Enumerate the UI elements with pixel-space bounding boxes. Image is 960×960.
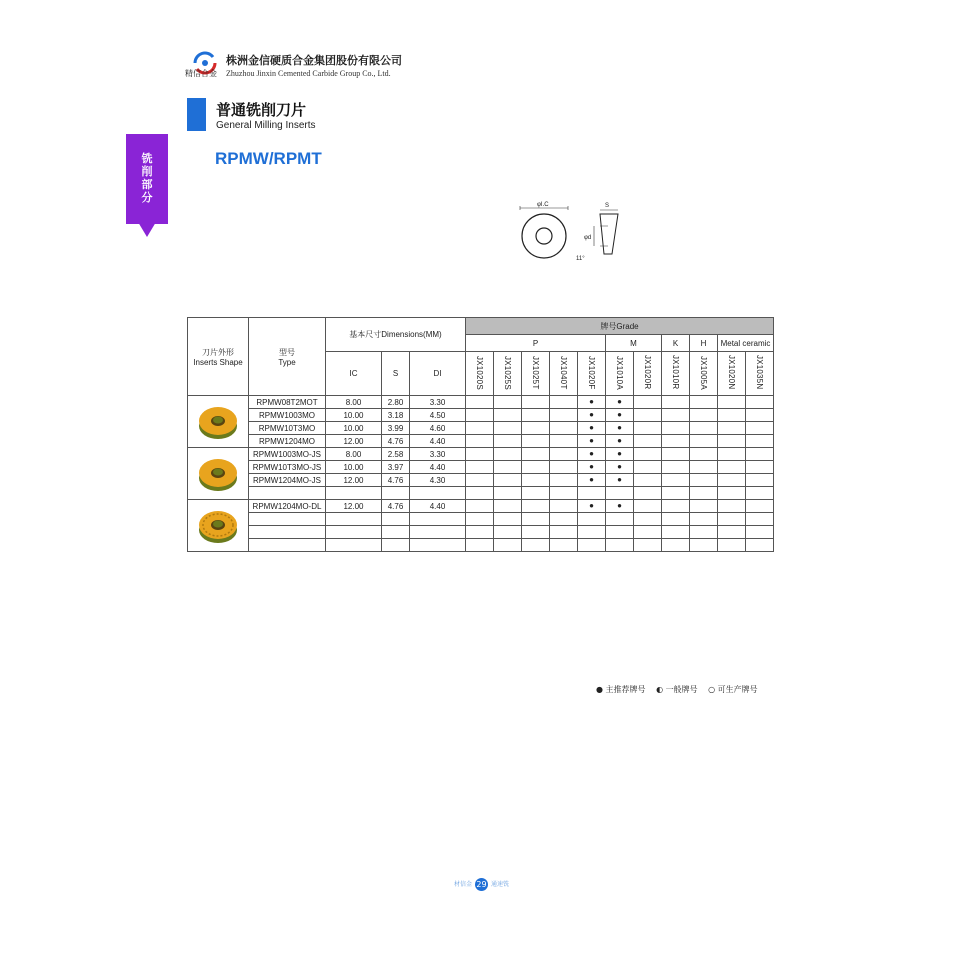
- grade-group-p: P: [466, 335, 606, 352]
- grade-table-body: [188, 396, 774, 552]
- grade-mark-cell: [634, 539, 662, 552]
- grade-mark-cell: [690, 513, 718, 526]
- grade-mark-cell: [718, 435, 746, 448]
- section-title-en: General Milling Inserts: [216, 120, 316, 131]
- grade-col-header: [690, 352, 718, 396]
- grade-col-header: [718, 352, 746, 396]
- type-cell: RPMW1204MO-JS: [249, 474, 326, 487]
- s-cell: 3.18: [382, 409, 410, 422]
- grade-mark-cell: ●: [578, 448, 606, 461]
- grade-mark-cell: [718, 539, 746, 552]
- grade-mark-cell: [550, 474, 578, 487]
- type-cell: [249, 526, 326, 539]
- grade-mark-cell: [494, 500, 522, 513]
- ic-cell: 10.00: [326, 422, 382, 435]
- grade-group-k: K: [662, 335, 690, 352]
- section-title-cn: 普通铣削刀片: [216, 101, 307, 119]
- legend-general-grade: ◐ 一般牌号: [656, 685, 698, 694]
- grade-mark-cell: [578, 513, 606, 526]
- grade-col-header: [634, 352, 662, 396]
- grade-mark-cell: [522, 422, 550, 435]
- grade-mark-cell: [494, 422, 522, 435]
- grade-mark-cell: [550, 513, 578, 526]
- di-cell: 3.30: [410, 448, 466, 461]
- grade-mark-cell: [494, 539, 522, 552]
- grade-name: JX1010A: [615, 355, 624, 390]
- grade-mark-cell: [466, 409, 494, 422]
- grade-mark-cell: ●: [578, 461, 606, 474]
- grade-mark-cell: [550, 539, 578, 552]
- grade-mark-cell: [634, 409, 662, 422]
- grade-name: JX1010R: [671, 355, 680, 390]
- grade-mark-cell: [634, 500, 662, 513]
- grade-mark-cell: [662, 461, 690, 474]
- grade-mark-cell: [634, 435, 662, 448]
- grade-name: JX1025T: [531, 355, 540, 390]
- s-cell: [382, 526, 410, 539]
- grade-mark-cell: [746, 435, 774, 448]
- dim-col-di: DI: [410, 352, 466, 396]
- grade-group-h: H: [690, 335, 718, 352]
- grade-mark-cell: [746, 448, 774, 461]
- grade-mark-cell: ●: [606, 474, 634, 487]
- grade-col-header: [522, 352, 550, 396]
- insert-photo-icon: [196, 506, 240, 546]
- grade-mark-cell: [746, 526, 774, 539]
- grade-mark-cell: [522, 487, 550, 500]
- table-row: [188, 500, 774, 513]
- grade-mark-cell: [690, 448, 718, 461]
- shape-header: [188, 318, 249, 396]
- table-row: [188, 526, 774, 539]
- ic-dimension-label: φI.C: [537, 202, 549, 208]
- grade-col-header: [466, 352, 494, 396]
- grade-mark-cell: [466, 500, 494, 513]
- grade-mark-cell: [718, 526, 746, 539]
- grade-mark-cell: [494, 435, 522, 448]
- grade-name: JX1020F: [587, 355, 596, 390]
- grade-mark-cell: [662, 500, 690, 513]
- type-header: [249, 318, 326, 396]
- grade-mark-cell: [522, 396, 550, 409]
- grade-mark-cell: ●: [606, 461, 634, 474]
- di-cell: 3.30: [410, 396, 466, 409]
- insert-photo-icon: [196, 402, 240, 442]
- grade-header: 牌号Grade: [466, 318, 774, 335]
- ic-cell: 8.00: [326, 448, 382, 461]
- grade-col-header: [578, 352, 606, 396]
- grade-mark-cell: [550, 526, 578, 539]
- s-cell: 4.76: [382, 435, 410, 448]
- grade-mark-cell: [690, 435, 718, 448]
- dimensions-header: 基本尺寸Dimensions(MM): [326, 318, 466, 352]
- grade-mark-cell: [494, 474, 522, 487]
- grade-mark-cell: [466, 513, 494, 526]
- grade-mark-cell: [746, 461, 774, 474]
- ic-cell: 12.00: [326, 500, 382, 513]
- grade-table: [187, 317, 774, 552]
- grade-mark-cell: [522, 448, 550, 461]
- grade-col-header: [606, 352, 634, 396]
- s-cell: 2.58: [382, 448, 410, 461]
- grade-mark-cell: [634, 513, 662, 526]
- grade-mark-cell: [550, 487, 578, 500]
- grade-mark-cell: [550, 409, 578, 422]
- s-cell: [382, 487, 410, 500]
- table-row: [188, 448, 774, 461]
- page-footer: [454, 878, 509, 891]
- grade-mark-cell: [634, 448, 662, 461]
- grade-mark-cell: [466, 448, 494, 461]
- shape-header-en: Inserts Shape: [193, 357, 243, 367]
- legend-available-grade: ○ 可生产牌号: [708, 685, 758, 694]
- side-tab-char: 削: [141, 165, 153, 178]
- page-number: 29: [476, 880, 487, 889]
- type-header-en: Type: [278, 357, 296, 367]
- grade-mark-cell: [718, 422, 746, 435]
- grade-mark-cell: [746, 539, 774, 552]
- angle-label: 11°: [576, 256, 585, 262]
- grade-mark-cell: [662, 526, 690, 539]
- series-title: RPMW/RPMT: [215, 149, 322, 168]
- grade-mark-cell: [494, 487, 522, 500]
- grade-mark-cell: [550, 448, 578, 461]
- side-tab-label: [126, 152, 168, 204]
- grade-name: JX1040T: [559, 355, 568, 390]
- s-cell: 3.99: [382, 422, 410, 435]
- grade-mark-cell: [522, 526, 550, 539]
- grade-mark-cell: [718, 461, 746, 474]
- type-cell: RPMW10T3MO-JS: [249, 461, 326, 474]
- grade-mark-cell: [466, 422, 494, 435]
- grade-mark-cell: [466, 474, 494, 487]
- type-cell: RPMW10T3MO: [249, 422, 326, 435]
- type-cell: RPMW1204MO: [249, 435, 326, 448]
- ic-cell: 10.00: [326, 409, 382, 422]
- s-cell: 2.80: [382, 396, 410, 409]
- grade-mark-cell: [466, 487, 494, 500]
- grade-mark-cell: [522, 435, 550, 448]
- title-accent-bar: [187, 98, 206, 131]
- s-cell: [382, 513, 410, 526]
- grade-mark-cell: [494, 513, 522, 526]
- grade-mark-cell: [690, 409, 718, 422]
- grade-mark-cell: [662, 448, 690, 461]
- table-row: [188, 487, 774, 500]
- grade-mark-cell: [494, 409, 522, 422]
- type-cell: RPMW08T2MOT: [249, 396, 326, 409]
- grade-mark-cell: [690, 500, 718, 513]
- insert-shape-cell: [188, 396, 249, 448]
- grade-mark-cell: [634, 422, 662, 435]
- grade-mark-cell: [522, 513, 550, 526]
- grade-mark-cell: ●: [578, 409, 606, 422]
- grade-mark-cell: [522, 461, 550, 474]
- grade-mark-cell: [690, 526, 718, 539]
- grade-name: JX1020S: [475, 355, 484, 390]
- ic-cell: [326, 513, 382, 526]
- ic-cell: 12.00: [326, 435, 382, 448]
- type-cell: RPMW1204MO-DL: [249, 500, 326, 513]
- dim-col-s: S: [382, 352, 410, 396]
- grade-mark-cell: [634, 396, 662, 409]
- grade-mark-cell: [550, 422, 578, 435]
- grade-name: JX1025S: [503, 355, 512, 390]
- grade-mark-cell: ●: [578, 474, 606, 487]
- grade-col-header: [746, 352, 774, 396]
- type-header-cn: 型号: [279, 347, 295, 357]
- table-row: [188, 461, 774, 474]
- grade-mark-cell: [550, 435, 578, 448]
- side-tab-arrow: [138, 222, 156, 237]
- s-cell: 4.76: [382, 500, 410, 513]
- shape-header-cn: 刀片外形: [202, 347, 234, 357]
- grade-mark-cell: [550, 396, 578, 409]
- di-cell: 4.40: [410, 461, 466, 474]
- grade-mark-cell: [690, 539, 718, 552]
- grade-name: JX1020N: [727, 355, 736, 390]
- grade-mark-cell: [690, 474, 718, 487]
- dim-col-ic: IC: [326, 352, 382, 396]
- type-cell: [249, 487, 326, 500]
- grade-mark-cell: [718, 513, 746, 526]
- grade-mark-cell: [466, 539, 494, 552]
- di-cell: 4.40: [410, 435, 466, 448]
- grade-mark-cell: ●: [606, 500, 634, 513]
- ic-cell: [326, 487, 382, 500]
- grade-mark-cell: [690, 396, 718, 409]
- insert-dimension-diagram: [512, 196, 636, 264]
- grade-col-header: [494, 352, 522, 396]
- grade-col-header: [550, 352, 578, 396]
- grade-mark-cell: [634, 474, 662, 487]
- grade-mark-cell: [466, 396, 494, 409]
- ic-cell: [326, 526, 382, 539]
- grade-mark-cell: [522, 500, 550, 513]
- table-row: [188, 422, 774, 435]
- grade-mark-cell: [662, 409, 690, 422]
- grade-mark-cell: [578, 487, 606, 500]
- grade-mark-cell: [718, 396, 746, 409]
- grade-mark-cell: [606, 526, 634, 539]
- table-row: [188, 474, 774, 487]
- grade-mark-cell: [746, 422, 774, 435]
- company-name-en: Zhuzhou Jinxin Cemented Carbide Group Co., Ltd.: [226, 69, 391, 78]
- grade-mark-cell: ●: [578, 396, 606, 409]
- di-cell: [410, 513, 466, 526]
- grade-mark-cell: [466, 461, 494, 474]
- grade-mark-cell: [662, 513, 690, 526]
- insert-shape-cell: [188, 500, 249, 552]
- type-cell: RPMW1003MO-JS: [249, 448, 326, 461]
- logo-tagline: 精信合金: [185, 69, 217, 78]
- grade-mark-cell: [522, 474, 550, 487]
- side-tab-char: 铣: [141, 152, 153, 165]
- s-dimension-label: S: [605, 203, 610, 209]
- grade-mark-cell: [718, 448, 746, 461]
- table-row: [188, 396, 774, 409]
- grade-mark-cell: [746, 487, 774, 500]
- table-row: [188, 409, 774, 422]
- di-cell: 4.30: [410, 474, 466, 487]
- grade-mark-cell: [466, 526, 494, 539]
- grade-mark-cell: [634, 526, 662, 539]
- side-tab-char: 部: [141, 178, 153, 191]
- ic-cell: 10.00: [326, 461, 382, 474]
- grade-mark-cell: [578, 539, 606, 552]
- grade-mark-cell: ●: [578, 435, 606, 448]
- grade-mark-cell: [662, 487, 690, 500]
- grade-mark-cell: [606, 539, 634, 552]
- ic-cell: 12.00: [326, 474, 382, 487]
- grade-mark-cell: [662, 474, 690, 487]
- grade-mark-cell: [606, 487, 634, 500]
- grade-mark-cell: ●: [606, 448, 634, 461]
- ic-cell: [326, 539, 382, 552]
- s-cell: [382, 539, 410, 552]
- grade-mark-cell: [466, 435, 494, 448]
- table-row: [188, 435, 774, 448]
- di-cell: [410, 487, 466, 500]
- grade-mark-cell: [550, 500, 578, 513]
- grade-mark-cell: [690, 487, 718, 500]
- type-cell: RPMW1003MO: [249, 409, 326, 422]
- di-cell: 4.40: [410, 500, 466, 513]
- grade-mark-cell: [662, 422, 690, 435]
- grade-mark-cell: [578, 526, 606, 539]
- grade-mark-cell: [718, 409, 746, 422]
- table-row: [188, 539, 774, 552]
- grade-mark-cell: [634, 487, 662, 500]
- grade-mark-cell: ●: [606, 396, 634, 409]
- grade-mark-cell: [718, 474, 746, 487]
- grade-col-header: [662, 352, 690, 396]
- grade-group-m: M: [606, 335, 662, 352]
- di-cell: 4.50: [410, 409, 466, 422]
- grade-mark-cell: [662, 396, 690, 409]
- table-row: [188, 513, 774, 526]
- type-cell: [249, 513, 326, 526]
- grade-legend: [596, 684, 766, 695]
- grade-mark-cell: ●: [578, 422, 606, 435]
- grade-mark-cell: [522, 539, 550, 552]
- insert-photo-icon: [196, 454, 240, 494]
- grade-name: JX1005A: [699, 355, 708, 390]
- grade-name: JX1035N: [755, 355, 764, 390]
- grade-mark-cell: [522, 409, 550, 422]
- grade-mark-cell: [662, 539, 690, 552]
- grade-mark-cell: [690, 422, 718, 435]
- di-cell: 4.60: [410, 422, 466, 435]
- company-name-cn: 株洲金信硬质合金集团股份有限公司: [226, 54, 402, 67]
- footer-left-text: 材信金: [454, 881, 473, 888]
- grade-mark-cell: [718, 487, 746, 500]
- grade-mark-cell: [494, 448, 522, 461]
- legend-main-grade: ● 主推荐牌号: [596, 685, 646, 694]
- grade-mark-cell: [494, 396, 522, 409]
- grade-mark-cell: [746, 500, 774, 513]
- di-cell: [410, 539, 466, 552]
- grade-mark-cell: ●: [606, 409, 634, 422]
- di-cell: [410, 526, 466, 539]
- footer-right-text: 通速铣: [491, 881, 510, 888]
- grade-mark-cell: ●: [578, 500, 606, 513]
- grade-mark-cell: [634, 461, 662, 474]
- grade-name: JX1020R: [643, 355, 652, 390]
- type-cell: [249, 539, 326, 552]
- grade-mark-cell: [746, 474, 774, 487]
- grade-mark-cell: [494, 526, 522, 539]
- s-cell: 3.97: [382, 461, 410, 474]
- grade-mark-cell: [606, 513, 634, 526]
- grade-mark-cell: ●: [606, 422, 634, 435]
- grade-mark-cell: [746, 513, 774, 526]
- grade-mark-cell: [494, 461, 522, 474]
- grade-mark-cell: [718, 500, 746, 513]
- ic-cell: 8.00: [326, 396, 382, 409]
- grade-group-metal-ceramic: Metal ceramic: [718, 335, 774, 352]
- insert-shape-cell: [188, 448, 249, 500]
- grade-mark-cell: [690, 461, 718, 474]
- d-dimension-label: φd: [584, 235, 592, 241]
- grade-mark-cell: [662, 435, 690, 448]
- side-tab-char: 分: [141, 191, 153, 204]
- grade-mark-cell: ●: [606, 435, 634, 448]
- grade-mark-cell: [746, 409, 774, 422]
- grade-mark-cell: [550, 461, 578, 474]
- s-cell: 4.76: [382, 474, 410, 487]
- grade-mark-cell: [746, 396, 774, 409]
